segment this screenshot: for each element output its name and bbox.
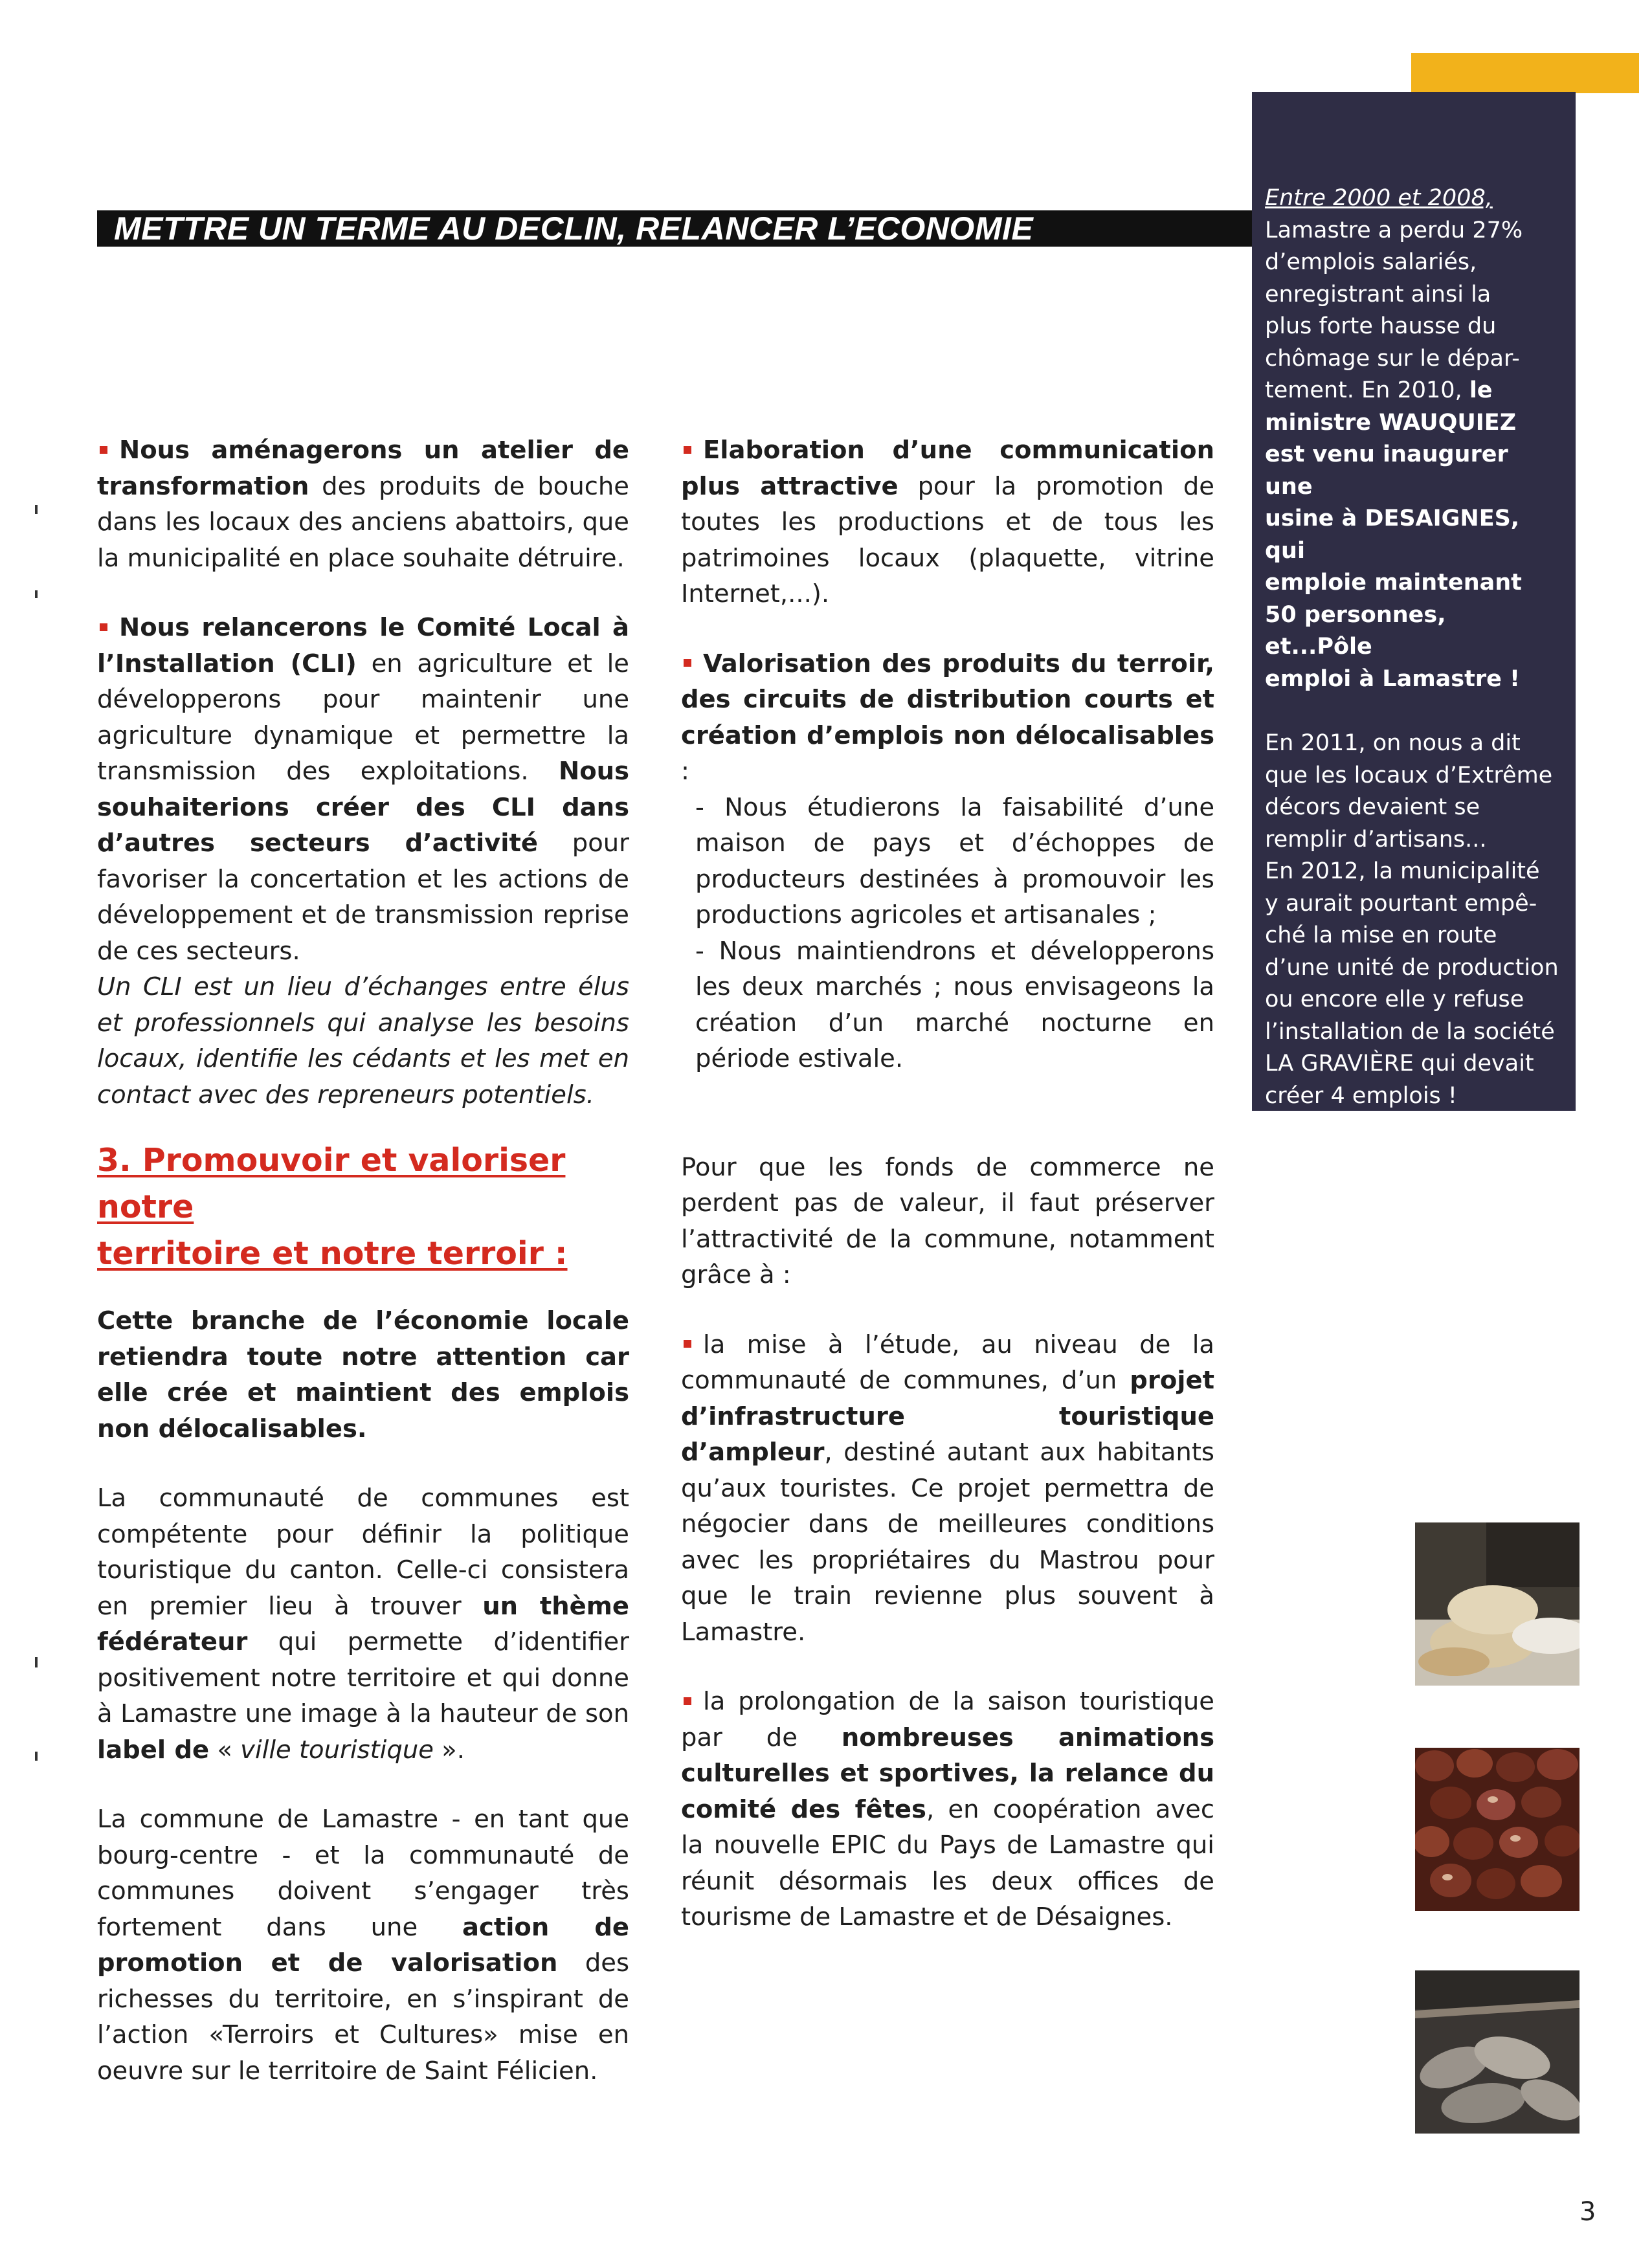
page-title: METTRE UN TERME AU DECLIN, RELANCER L’ECONOMIE: [114, 210, 1034, 247]
sidebar-line-mixed: [1265, 375, 1560, 407]
sidebar-line: remplir d’artisans...: [1265, 826, 1487, 853]
paragraph-tourism-policy: [97, 1480, 629, 1768]
paragraph-bold: un thème fédérateur: [97, 1591, 629, 1656]
sidebar-bold-line: usine à DESAIGNES, qui: [1265, 506, 1520, 564]
page-title-bar: [97, 210, 1252, 247]
red-square-bullet-icon: [684, 1697, 691, 1705]
bullet-text: pour la promotion de toutes les productions et de tous les patrimoines locaux (plaquette, vitrine Internet,...).: [681, 471, 1214, 608]
red-square-bullet-icon: [684, 446, 691, 454]
photo-cheese: [1415, 1522, 1579, 1686]
bullet-bold: Nous relancerons le Comité Local à l’Installation (CLI): [97, 613, 629, 678]
bullet-text: la mise à l’étude, au niveau de la communauté de communes, d’un: [681, 1330, 1214, 1395]
sidebar-line: d’une unité de production: [1265, 954, 1559, 981]
bullet-bold: Nous souhaiterions créer des CLI dans d’autres secteurs d’activité: [97, 757, 629, 858]
paragraph-bold: label de: [97, 1735, 210, 1765]
paragraph-text: «: [209, 1735, 241, 1765]
red-square-bullet-icon: [100, 446, 107, 454]
paragraph-text: ».: [433, 1735, 465, 1765]
middle-column: [681, 432, 1214, 1935]
sidebar-line: d’emplois salariés,: [1265, 249, 1477, 275]
paragraph-promotion: [97, 1801, 629, 2089]
section-title: [97, 1137, 629, 1277]
sidebar-line: ou encore elle y refuse: [1265, 987, 1524, 1012]
paragraph-bold: action de promotion et de valorisation: [97, 1912, 629, 1978]
scan-mark: [35, 590, 38, 598]
bullet-cli: [97, 610, 629, 969]
section-title-line-2: territoire et notre terroir :: [97, 1235, 568, 1272]
cli-definition-text: Un CLI est un lieu d’échanges entre élus et professionnels qui analyse les besoins locaux, identifie les cédants et les met en contact avec des repreneurs potentiels.: [97, 972, 629, 1109]
sidebar-line: chômage sur le dépar-: [1265, 345, 1520, 372]
sidebar-bold-line: est venu inaugurer une: [1265, 441, 1508, 500]
sidebar-gap: [1265, 695, 1560, 728]
sidebar-line: créer 4 emplois !: [1265, 1082, 1457, 1109]
bullet-bold: projet d’infrastructure touristique d’ampleur: [681, 1366, 1214, 1467]
bullet-saison-touristique: [681, 1684, 1214, 1935]
red-square-bullet-icon: [100, 623, 107, 631]
dash-item-maison-de-pays: - Nous étudierons la faisabilité d’une maison de pays et d’échoppes de producteurs destinées à promouvoir les productions agricoles et artisanales ;: [695, 792, 1214, 930]
sidebar-bold-line: ministre WAUQUIEZ: [1265, 409, 1517, 436]
sidebar-line: LA GRAVIÈRE qui devait: [1265, 1051, 1534, 1076]
sidebar-line: que les locaux d’Extrême: [1265, 762, 1553, 788]
paragraph-text: qui permette d’identifier positivement notre territoire et qui donne à Lamastre une image à la hauteur de son: [97, 1627, 629, 1728]
sidebar-line: En 2012, la municipalité: [1265, 858, 1540, 884]
paragraph-text: La communauté de communes est compétente pour définir la politique touristique du canton. Celle-ci consistera en premier lieu à trouver: [97, 1484, 629, 1621]
red-square-bullet-icon: [684, 1340, 691, 1348]
gold-corner-tab: [1411, 53, 1639, 93]
sidebar-date-range: Entre 2000 et 2008,: [1265, 185, 1493, 211]
cli-definition: [97, 969, 629, 1113]
sidebar-line: décors devaient se: [1265, 794, 1480, 820]
sidebar-line: y aurait pourtant empê-: [1265, 890, 1537, 917]
section-title-line-1: 3. Promouvoir et valoriser notre: [97, 1142, 566, 1225]
sidebar-line: l’installation de la société: [1265, 1018, 1555, 1045]
photo-sausages: [1415, 1970, 1579, 2134]
bullet-bold: Valorisation des produits du terroir, des circuits de distribution courts et création d’emplois non délocalisables: [681, 649, 1214, 750]
bullet-text: des produits de bouche dans les locaux des anciens abattoirs, que la municipalité en place souhaite détruire.: [97, 471, 629, 573]
sidebar-bold-line: emploie maintenant: [1265, 570, 1522, 596]
sidebar-bold-line: 50 personnes, et...Pôle: [1265, 601, 1446, 660]
sidebar-line: En 2011, on nous a dit: [1265, 730, 1521, 756]
section-lead: [97, 1303, 629, 1447]
sidebar-callout: [1252, 92, 1576, 1111]
sidebar-line: Lamastre a perdu 27%: [1265, 217, 1523, 243]
bullet-text: , en coopération avec la nouvelle EPIC du Pays de Lamastre qui réunit désormais les deux offices de tourisme de Lamastre et de Désaignes.: [681, 1794, 1214, 1932]
section-lead-text: Cette branche de l’économie locale retiendra toute notre attention car elle crée et maintient des emplois non délocalisables.: [97, 1306, 629, 1444]
scan-mark: [35, 1752, 38, 1761]
bullet-terroir: [681, 646, 1214, 790]
bullet-text: pour favoriser la concertation et les actions de développement et de transmission reprise de ces secteurs.: [97, 829, 629, 966]
paragraph-fonds-de-commerce: Pour que les fonds de commerce ne perdent pas de valeur, il faut préserver l’attractivité de la commune, notamment grâce à :: [681, 1152, 1214, 1289]
left-column: [97, 432, 629, 2089]
paragraph-text: des richesses du territoire, en s’inspirant de l’action «Terroirs et Cultures» mise en oeuvre sur le territoire de Saint Félicien.: [97, 1948, 630, 2086]
bullet-bold: Elaboration d’une communication plus attractive: [681, 436, 1214, 501]
sidebar-line: enregistrant ainsi la: [1265, 281, 1491, 307]
sidebar-bold: le: [1469, 377, 1493, 403]
bullet-text: , destiné autant aux habitants qu’aux touristes. Ce projet permettra de négocier dans de meilleures conditions avec les propriétaires du Mastrou pour que le train revienne plus souvent à Lamastre.: [681, 1438, 1214, 1647]
scan-mark: [35, 505, 38, 514]
scan-mark: [35, 1657, 38, 1667]
sidebar-line: plus forte hausse du: [1265, 313, 1497, 339]
paragraph-text: La commune de Lamastre - en tant que bourg-centre - et la communauté de communes doivent s’engager très fortement dans une: [97, 1805, 629, 1942]
bullet-text: :: [681, 757, 689, 786]
bullet-bold: nombreuses animations culturelles et sportives, la relance du comité des fêtes: [681, 1722, 1214, 1824]
photo-chestnuts: [1415, 1748, 1579, 1911]
bullet-text: la prolongation de la saison touristique par de: [681, 1687, 1214, 1752]
bullet-communication: [681, 432, 1214, 612]
dash-item-marches: - Nous maintiendrons et développerons les deux marchés ; nous envisageons la création d’un marché nocturne en période estivale.: [695, 936, 1214, 1073]
bullet-atelier: [97, 432, 629, 576]
sidebar-text: tement. En 2010,: [1265, 377, 1462, 403]
red-square-bullet-icon: [684, 659, 691, 667]
sidebar-bold-line: emploi à Lamastre !: [1265, 665, 1521, 692]
bullet-text: en agriculture et le développerons pour maintenir une agriculture dynamique et permettre la transmission des exploitations.: [97, 649, 629, 786]
bullet-infrastructure: [681, 1327, 1214, 1651]
bullet-bold: Nous aménagerons un atelier de transformation: [97, 436, 629, 501]
paragraph-italic: ville touristique: [240, 1735, 434, 1765]
sidebar-line: ché la mise en route: [1265, 922, 1497, 948]
page-number: 3: [1579, 2197, 1596, 2227]
